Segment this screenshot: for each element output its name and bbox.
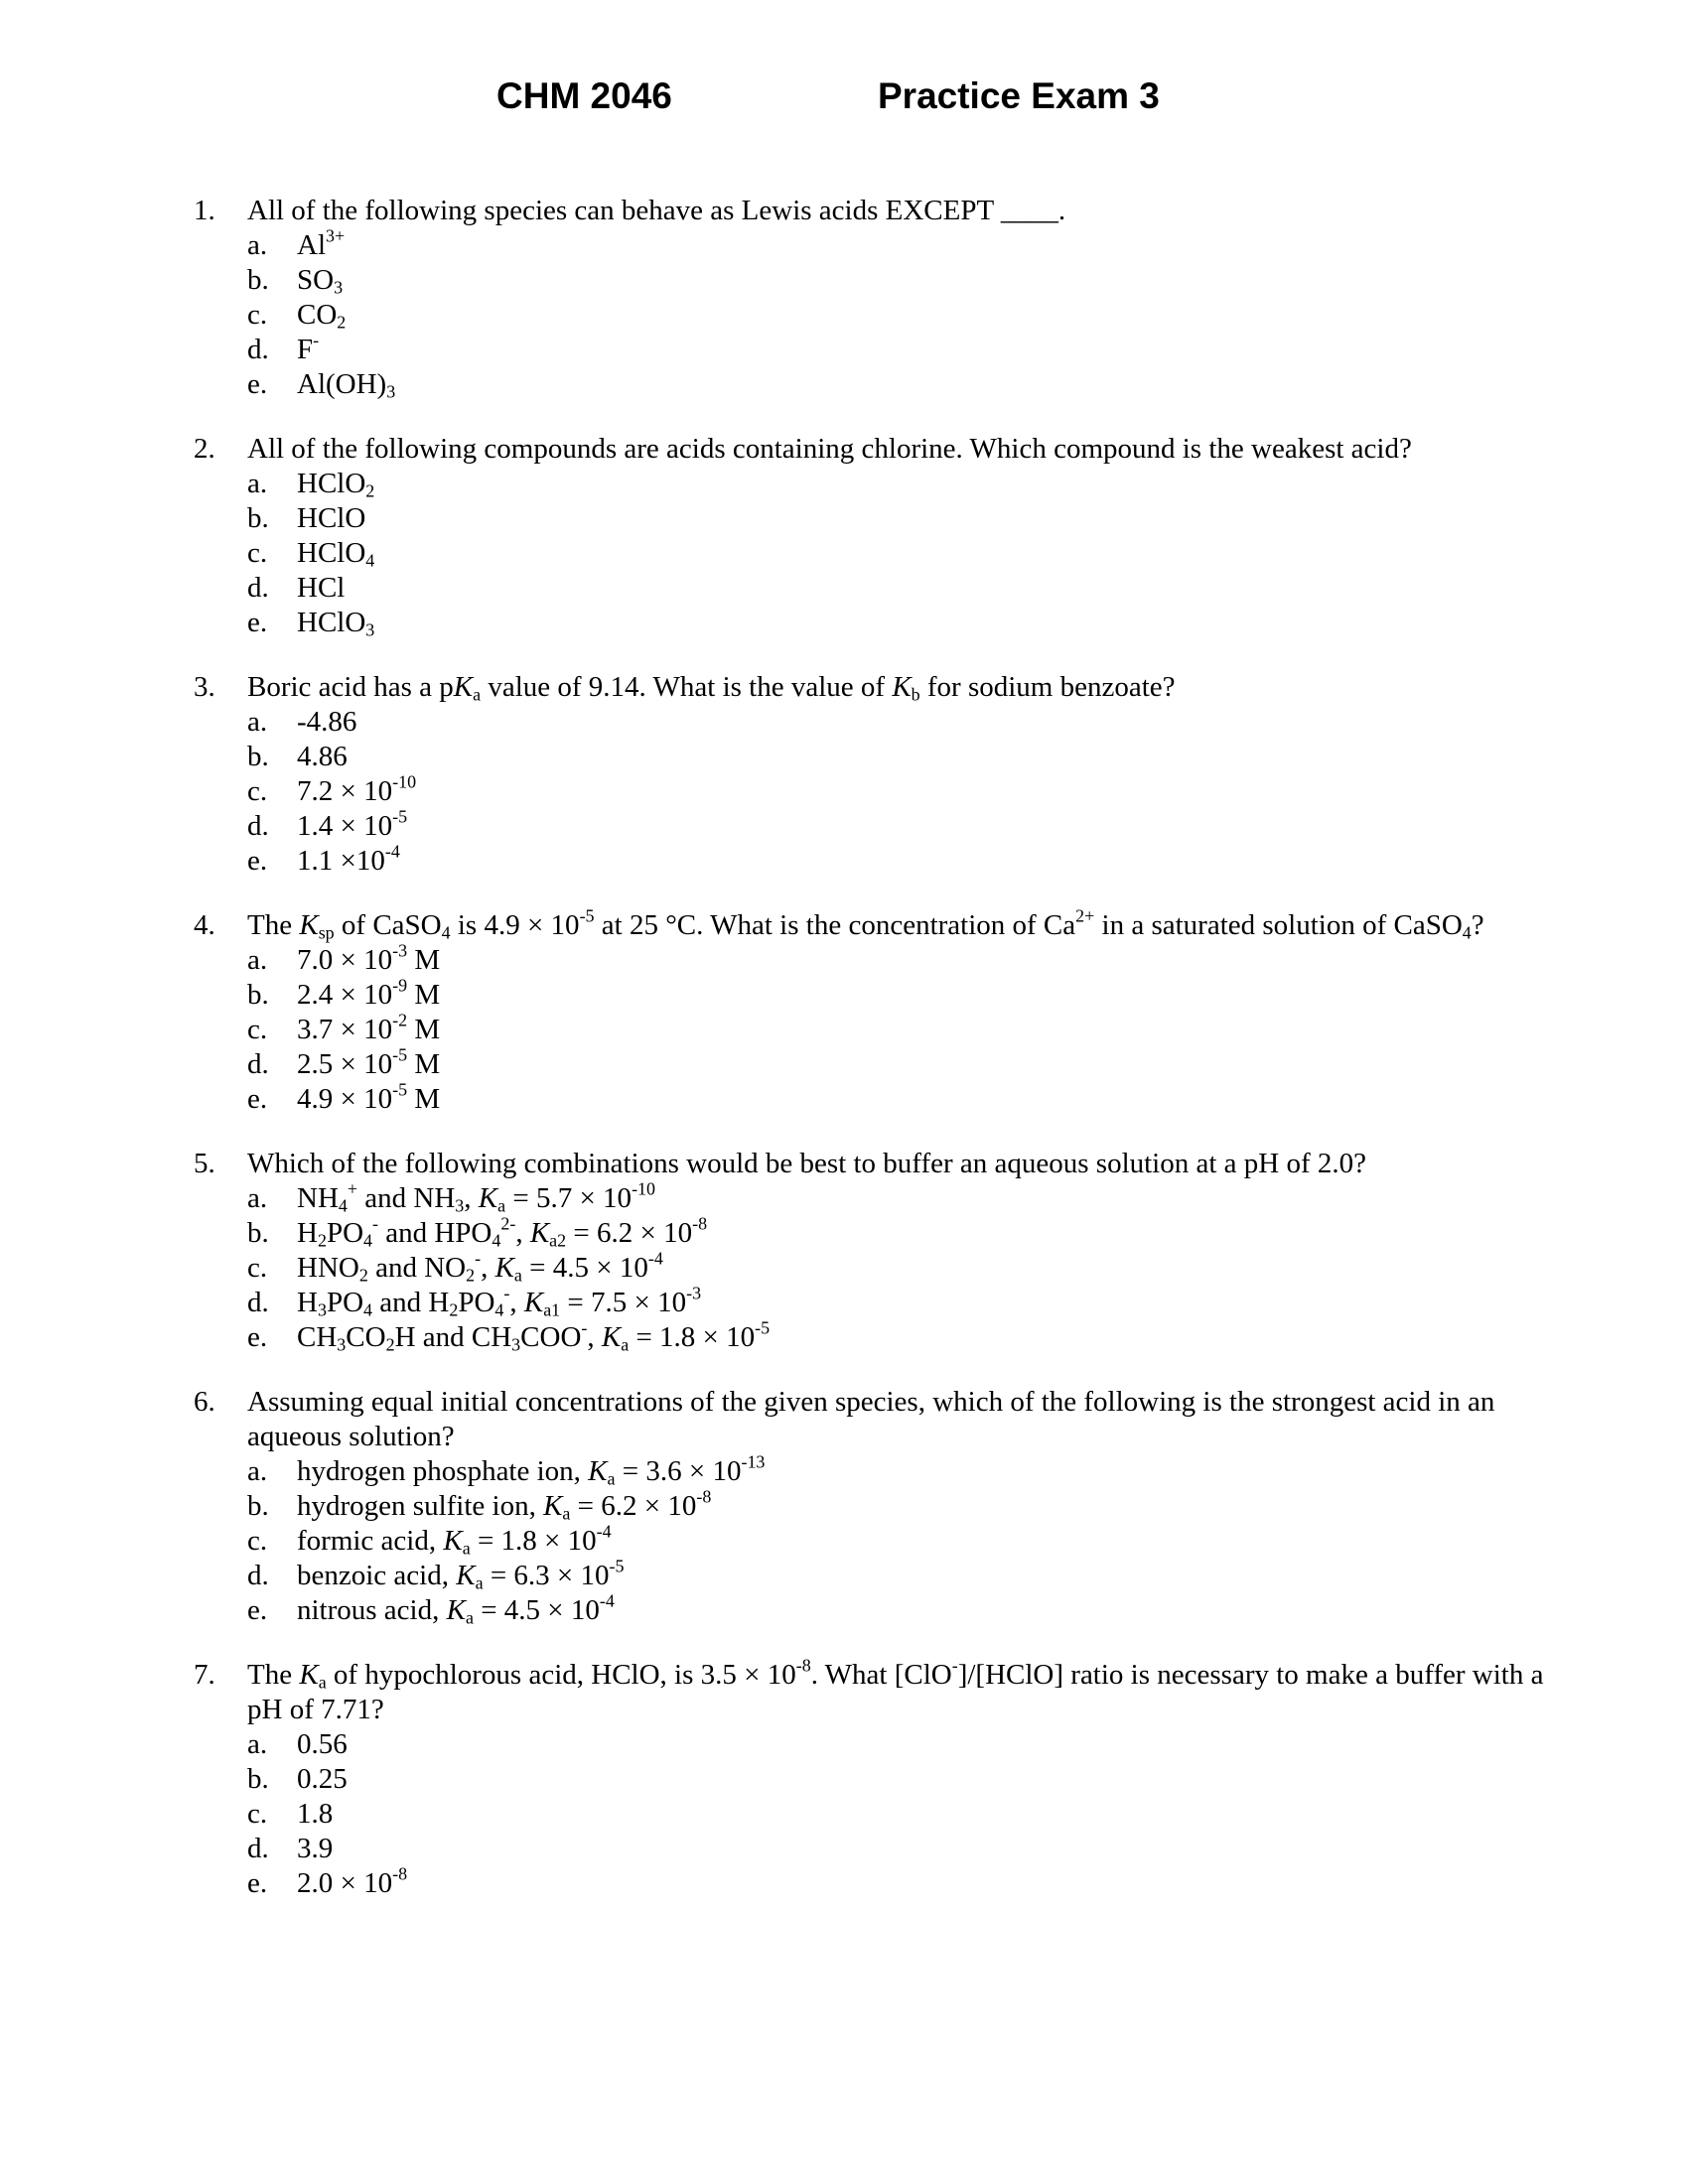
- option-text: $Al^{3+}$: [297, 225, 346, 261]
- options: [247, 1727, 1584, 1901]
- option-letter: a.: [247, 1728, 268, 1760]
- option-a: [247, 1178, 1584, 1216]
- option-b: [247, 1762, 1584, 1797]
- option-text: $CH_3CO_2H$ and $CH_3COO^-$, $K_a = 1.8 \times 10^{-5}$: [297, 1317, 771, 1355]
- question-number: 1.: [194, 195, 215, 226]
- option-letter: d.: [247, 1287, 269, 1318]
- question-text: All of the following species can behave as Lewis acids EXCEPT ____.: [247, 195, 1066, 226]
- question-list: [194, 194, 1584, 1931]
- option-letter: b.: [247, 264, 269, 296]
- option-letter: e.: [247, 368, 268, 400]
- option-text: 3.9: [297, 1833, 334, 1864]
- option-a: [247, 940, 1584, 978]
- option-letter: c.: [247, 537, 268, 569]
- option-text: $7.0 \times 10^{-3}$ M: [297, 940, 441, 976]
- option-a: [247, 467, 1584, 501]
- question-number: 4.: [194, 909, 215, 941]
- question-text: All of the following compounds are acids containing chlorine. Which compound is the weakest acid?: [247, 433, 1412, 465]
- option-text: formic acid, $K_a = 1.8 \times 10^{-4}$: [297, 1521, 612, 1559]
- option-letter: a.: [247, 229, 268, 261]
- option-letter: e.: [247, 1321, 268, 1353]
- option-d: [247, 1832, 1584, 1866]
- option-text: $H_3PO_4$ and $H_2PO_4^-$, $K_{a1} = 7.5 \times 10^{-3}$: [297, 1283, 702, 1320]
- option-text: $2.0 \times 10^{-8}$: [297, 1863, 408, 1899]
- question-number: 2.: [194, 433, 215, 465]
- option-letter: e.: [247, 1594, 268, 1626]
- options: [247, 940, 1584, 1117]
- option-b: [247, 975, 1584, 1013]
- question-number: 3.: [194, 671, 215, 703]
- option-letter: b.: [247, 1763, 269, 1795]
- option-c: [247, 1010, 1584, 1047]
- option-d: [247, 1556, 1584, 1593]
- option-b: [247, 1486, 1584, 1524]
- option-letter: c.: [247, 299, 268, 331]
- option-letter: d.: [247, 1560, 269, 1591]
- option-letter: e.: [247, 1083, 268, 1115]
- option-text: $CO_2$: [297, 299, 347, 333]
- options: [247, 1451, 1584, 1628]
- option-a: [247, 225, 1584, 263]
- option-text: 4.86: [297, 741, 348, 772]
- option-text: $1.1 \times 10^{-4}$: [297, 841, 400, 877]
- option-text: $SO_3$: [297, 264, 344, 298]
- option-letter: a.: [247, 1455, 268, 1487]
- option-text: nitrous acid, $K_a = 4.5 \times 10^{-4}$: [297, 1590, 615, 1628]
- option-letter: d.: [247, 334, 269, 365]
- option-d: [247, 1283, 1584, 1320]
- option-c: [247, 536, 1584, 571]
- question-number: 7.: [194, 1659, 215, 1691]
- option-text: $H_2PO_4^-$ and $HPO_4^{2-}$, $K_{a2} = 6.2 \times 10^{-8}$: [297, 1213, 708, 1251]
- option-letter: a.: [247, 468, 268, 499]
- question-text: Which of the following combinations would be best to buffer an aqueous solution at a pH of 2.0?: [247, 1148, 1367, 1179]
- option-text: F-: [297, 330, 320, 365]
- option-letter: b.: [247, 979, 269, 1011]
- option-a: [247, 1451, 1584, 1489]
- options: [247, 225, 1584, 402]
- question-text: The $K_a$ of hypochlorous acid, HClO, is $3.5 \times 10^{-8}$. What [ClO-]/[HClO] ratio is necessary to make a buffer with a pH of 7.71?: [247, 1655, 1544, 1725]
- option-text: $2.5 \times 10^{-5}$ M: [297, 1044, 441, 1080]
- options: [247, 705, 1584, 879]
- option-b: [247, 1213, 1584, 1251]
- option-d: [247, 1044, 1584, 1082]
- option-letter: d.: [247, 1833, 269, 1864]
- option-text: $HNO_2$ and $NO_2^-$, $K_a = 4.5 \times 10^{-4}$: [297, 1248, 663, 1286]
- option-letter: a.: [247, 944, 268, 976]
- option-c: [247, 298, 1584, 333]
- question-3: [194, 670, 1584, 879]
- option-letter: c.: [247, 1525, 268, 1557]
- option-c: [247, 1797, 1584, 1832]
- option-c: [247, 1521, 1584, 1559]
- option-d: [247, 330, 1584, 367]
- course-code: CHM 2046: [496, 75, 672, 116]
- option-letter: d.: [247, 1048, 269, 1080]
- option-text: 1.8: [297, 1798, 334, 1830]
- option-text: $7.2 \times 10^{-10}$: [297, 771, 417, 807]
- option-text: $Al(OH)_3$: [297, 368, 396, 402]
- option-text: benzoic acid, $K_a = 6.3 \times 10^{-5}$: [297, 1556, 625, 1593]
- option-letter: b.: [247, 502, 269, 534]
- option-text: -4.86: [297, 706, 357, 738]
- option-e: [247, 1317, 1584, 1355]
- option-letter: b.: [247, 741, 269, 772]
- option-text: $1.4 \times 10^{-5}$: [297, 806, 408, 842]
- option-letter: d.: [247, 572, 269, 604]
- option-letter: a.: [247, 706, 268, 738]
- option-e: [247, 1863, 1584, 1901]
- question-5: [194, 1147, 1584, 1355]
- question-6: [194, 1385, 1584, 1628]
- question-text: Assuming equal initial concentrations of the given species, which of the following is the strongest acid in an aqueous solution?: [247, 1386, 1495, 1452]
- option-a: [247, 1727, 1584, 1762]
- option-letter: a.: [247, 1182, 268, 1214]
- question-text: Boric acid has a $pK_a$ value of 9.14. What is the value of $K_b$ for sodium benzoate?: [247, 671, 1176, 705]
- question-number: 5.: [194, 1148, 215, 1179]
- option-e: [247, 1079, 1584, 1117]
- option-letter: b.: [247, 1490, 269, 1522]
- question-number: 6.: [194, 1386, 215, 1418]
- option-letter: e.: [247, 607, 268, 638]
- option-b: [247, 740, 1584, 774]
- option-d: [247, 806, 1584, 844]
- option-e: [247, 367, 1584, 402]
- question-7: [194, 1655, 1584, 1901]
- page-header: [0, 75, 1688, 125]
- option-c: [247, 1248, 1584, 1286]
- question-1: [194, 194, 1584, 402]
- option-b: [247, 263, 1584, 298]
- option-letter: e.: [247, 845, 268, 877]
- option-c: [247, 771, 1584, 809]
- option-letter: c.: [247, 775, 268, 807]
- option-letter: e.: [247, 1867, 268, 1899]
- option-b: [247, 501, 1584, 536]
- option-e: [247, 606, 1584, 640]
- question-text: The $K_{sp}$ of CaSO$_4$ is $4.9 \times 10^{-5}$ at 25 °C. What is the concentration of $Ca^{2+}$ in a saturated solution of CaSO$_4$?: [247, 905, 1484, 943]
- option-d: [247, 571, 1584, 606]
- option-letter: d.: [247, 810, 269, 842]
- option-text: hydrogen sulfite ion, $K_a = 6.2 \times 10^{-8}$: [297, 1486, 712, 1524]
- option-text: HCl: [297, 572, 346, 604]
- option-letter: c.: [247, 1798, 268, 1830]
- question-2: [194, 432, 1584, 640]
- option-text: HClO$_3$: [297, 607, 375, 640]
- option-text: $4.9 \times 10^{-5}$ M: [297, 1079, 441, 1115]
- option-e: [247, 1590, 1584, 1628]
- option-text: HClO$_4$: [297, 537, 375, 571]
- option-text: 0.25: [297, 1763, 348, 1795]
- option-letter: c.: [247, 1252, 268, 1284]
- option-e: [247, 841, 1584, 879]
- option-text: HClO$_2$: [297, 468, 375, 501]
- option-text: hydrogen phosphate ion, $K_a = 3.6 \times 10^{-13}$: [297, 1451, 766, 1489]
- exam-title: Practice Exam 3: [878, 75, 1160, 116]
- option-text: $2.4 \times 10^{-9}$ M: [297, 975, 441, 1011]
- option-a: [247, 705, 1584, 740]
- option-letter: b.: [247, 1217, 269, 1249]
- options: [247, 467, 1584, 640]
- question-4: [194, 905, 1584, 1117]
- option-text: HClO: [297, 502, 366, 534]
- options: [247, 1178, 1584, 1355]
- option-letter: c.: [247, 1014, 268, 1045]
- option-text: $3.7 \times 10^{-2}$ M: [297, 1010, 441, 1045]
- option-text: $NH_4^+$ and $NH_3$, $K_a = 5.7 \times 10^{-10}$: [297, 1178, 656, 1216]
- option-text: 0.56: [297, 1728, 348, 1760]
